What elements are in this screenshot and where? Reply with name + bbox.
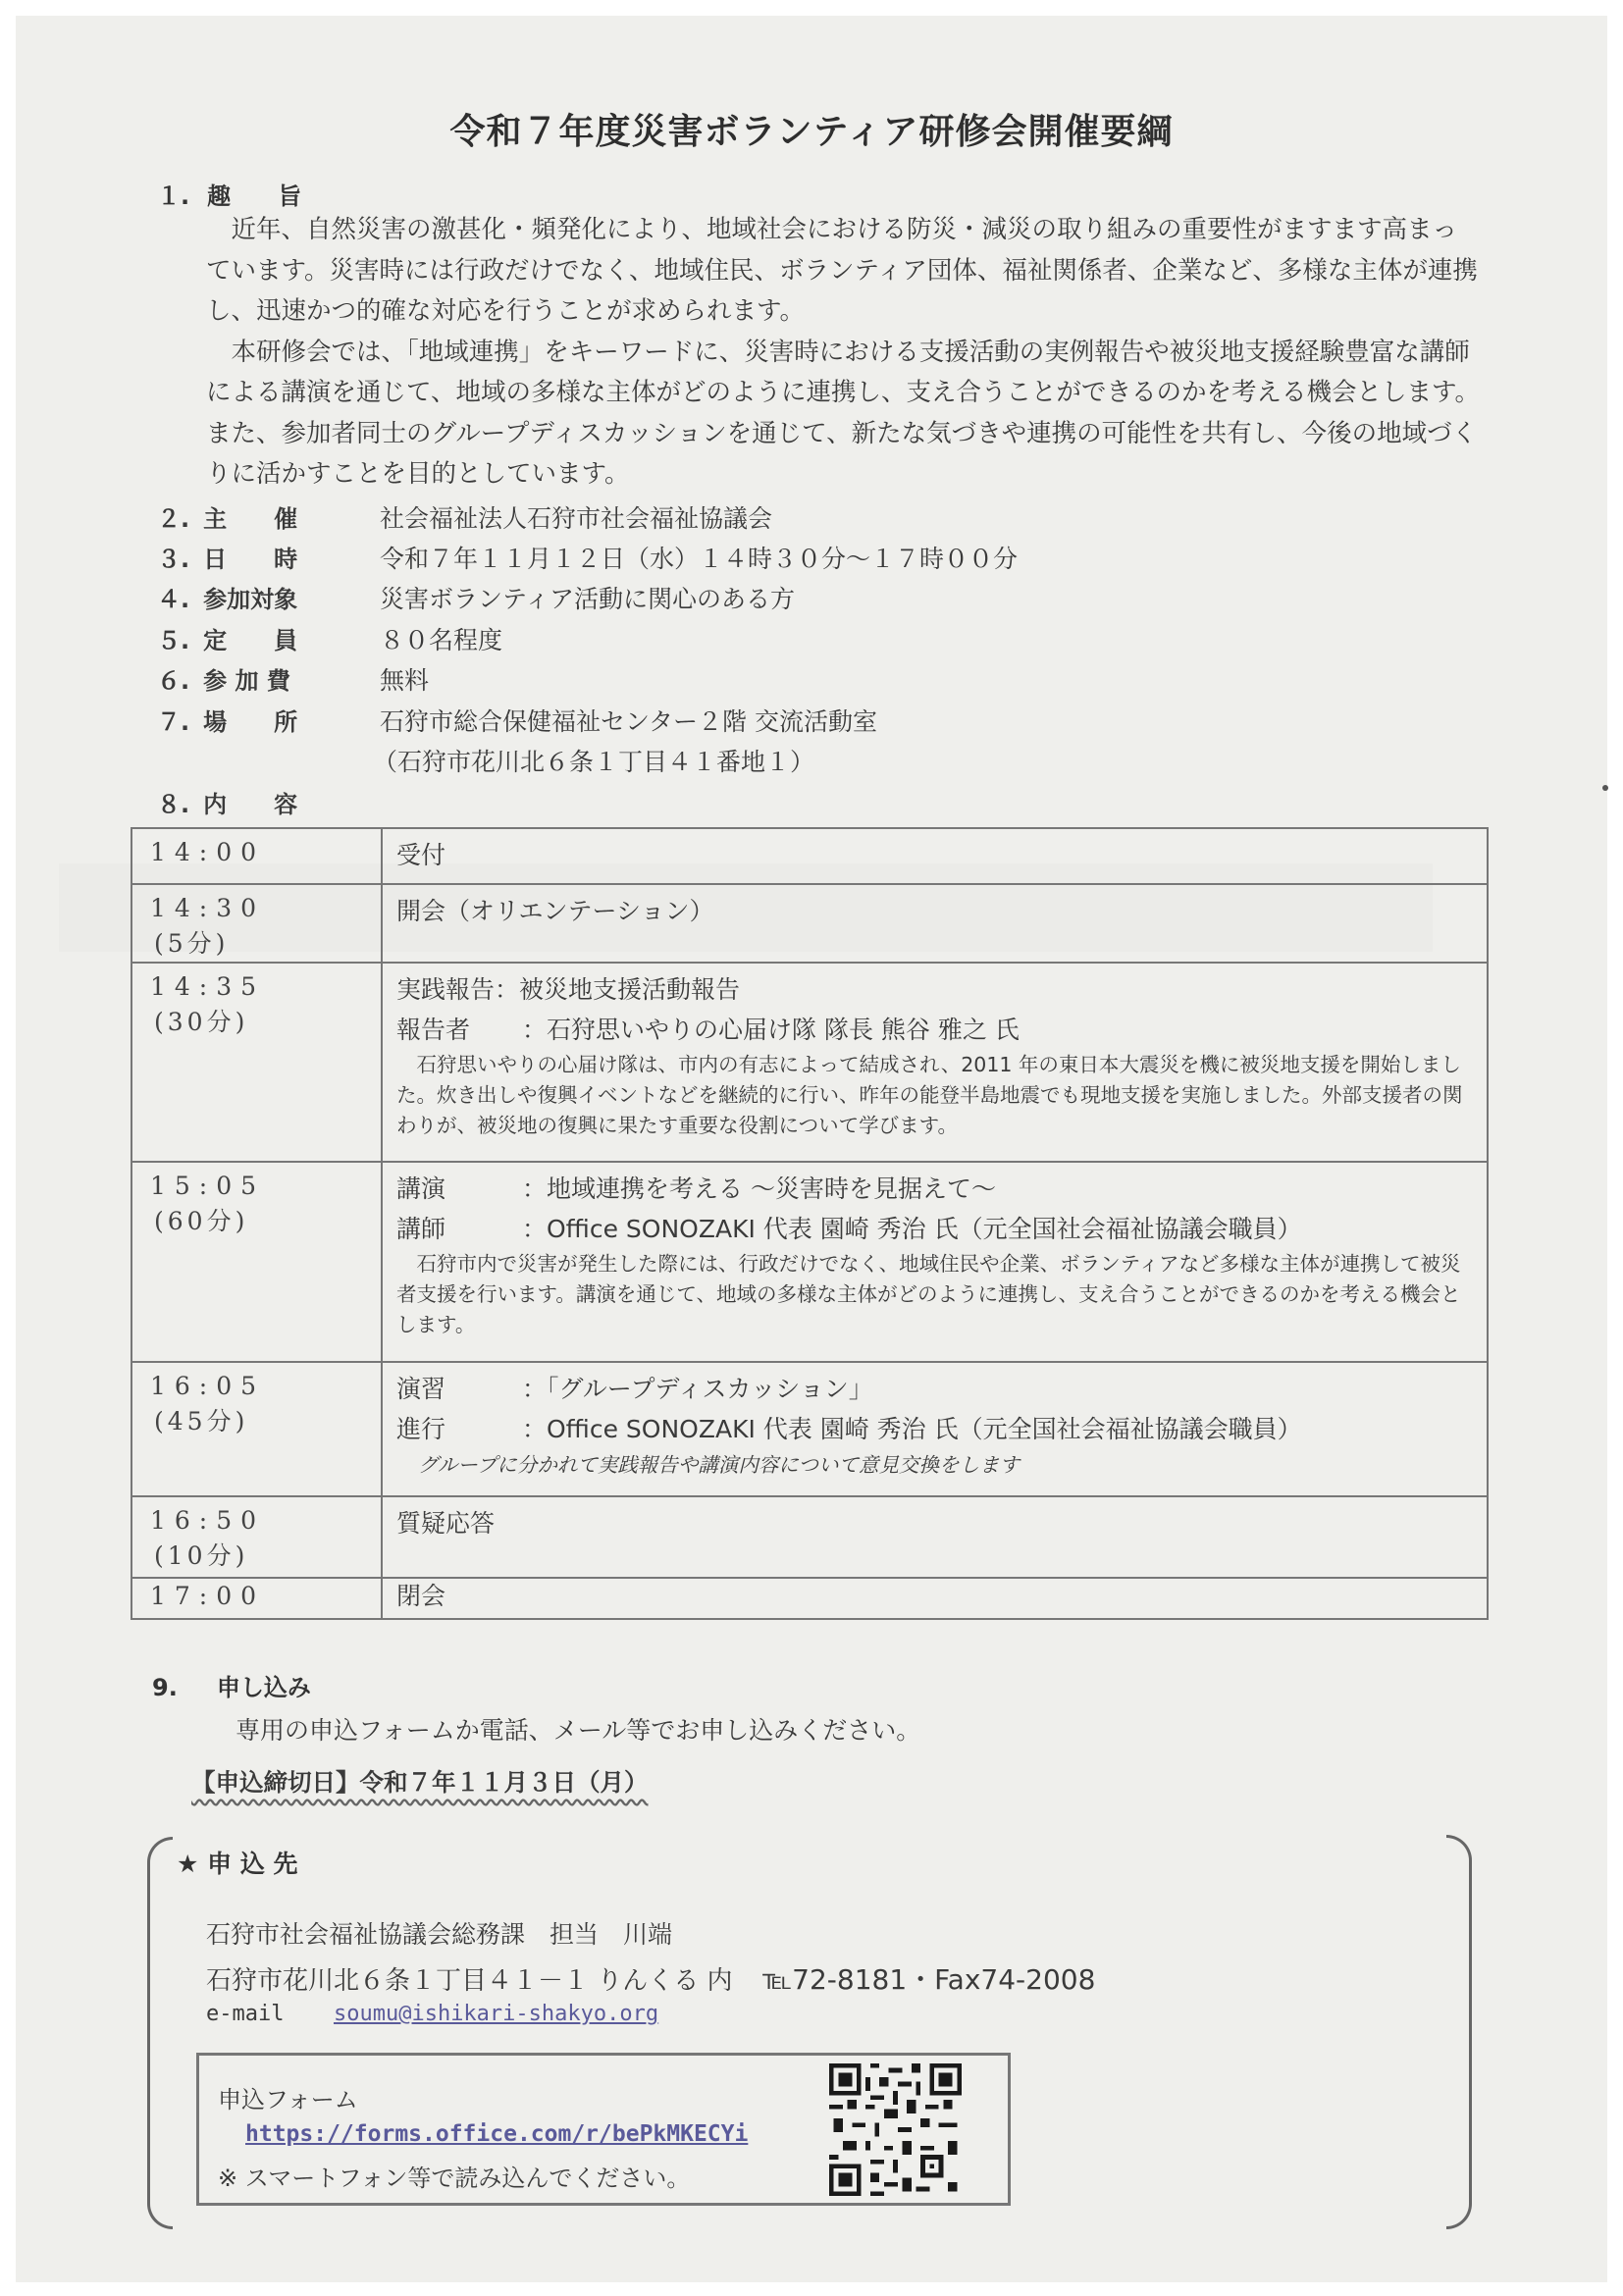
description-text: 石狩市内で災害が発生した際には、行政だけでなく、地域住民や企業、ボランティアなど多様な主体が連携して被災者支援を行います。講演を通じて、地域の多様な主体がどのように連携し、支え合うことができるのかを考える機会とします。	[396, 1252, 1461, 1336]
schedule-person: ：Office SONOZAKI 代表 園崎 秀治 氏（元全国社会福祉協議会職員）	[522, 1215, 1302, 1243]
schedule-time-cell	[131, 1162, 382, 1362]
schedule-duration: (45分)	[154, 1407, 249, 1435]
section-label: 趣 旨	[207, 183, 302, 210]
item-target-value: 災害ボランティア活動に関心のある方	[380, 585, 796, 613]
schedule-title: ：「グループディスカッション」	[522, 1375, 873, 1403]
schedule-time: 14:30	[150, 894, 266, 922]
schedule-title: 閉会	[396, 1582, 446, 1610]
form-label: 申込フォーム	[218, 2086, 358, 2113]
schedule-row	[131, 963, 1488, 1162]
schedule-body-cell	[382, 1362, 1488, 1496]
email-label: e-mail	[206, 2002, 285, 2026]
schedule-person-label: 進行	[396, 1415, 446, 1443]
item-number: ８.	[157, 791, 190, 818]
schedule-duration: (60分)	[154, 1207, 249, 1235]
schedule-time-cell	[131, 828, 382, 884]
schedule-title: 質疑応答	[396, 1509, 496, 1538]
item-label: 内 容	[203, 791, 298, 818]
section-purpose-heading	[157, 177, 301, 211]
bracket-left	[147, 1837, 173, 2229]
section-number: 9.	[152, 1674, 178, 1701]
email-link[interactable]: soumu@ishikari-shakyo.org	[333, 2002, 659, 2026]
item-datetime-value: 令和７年１１月１２日（水）１４時３０分～１７時００分	[380, 545, 1019, 573]
item-label: 定 員	[203, 627, 298, 654]
item-venue-label	[157, 703, 373, 737]
schedule-time: 15:05	[150, 1172, 266, 1200]
schedule-time: 14:35	[150, 972, 266, 1001]
contact-address: 石狩市花川北６条１丁目４１－１ りんくる 内	[206, 1966, 733, 1996]
item-organizer-value: 社会福祉法人石狩市社会福祉協議会	[380, 504, 773, 533]
schedule-row	[131, 828, 1488, 884]
schedule-duration: (5分)	[154, 929, 230, 958]
section-content-heading	[157, 785, 373, 819]
purpose-paragraph-1: 近年、自然災害の激甚化・頻発化により、地域社会における防災・減災の取り組みの重要性がますます高まっています。災害時には行政だけでなく、地域住民、ボランティア団体、福祉関係者、企業など、多様な主体が連携し、迅速かつ的確な対応を行うことが求められます。	[206, 215, 1478, 326]
item-number: ５.	[157, 627, 190, 654]
item-number: ３.	[157, 546, 190, 573]
form-note: ※ スマートフォン等で読み込んでください。	[218, 2165, 691, 2192]
item-label: 主 催	[203, 505, 298, 533]
schedule-title: ：地域連携を考える ～災害時を見据えて～	[522, 1174, 996, 1203]
description-text: 石狩思いやりの心届け隊は、市内の有志によって結成され、2011 年の東日本大震災を機に被災地支援を開始しました。炊き出しや復興イベントなどを継続的に行い、昨年の能登半島地震でも現地支援を実施しました。外部支援者の関わりが、被災地の復興に果たす重要な役割について学びます。	[396, 1053, 1463, 1137]
schedule-time: 16:05	[150, 1372, 266, 1400]
qr-code-icon[interactable]	[829, 2063, 962, 2196]
schedule-time-cell	[131, 963, 382, 1162]
schedule-row	[131, 1578, 1488, 1619]
schedule-body-cell	[382, 1578, 1488, 1619]
schedule-title-label: 演習	[396, 1375, 446, 1403]
item-label: 参 加 費	[203, 667, 290, 695]
schedule-person: ：Office SONOZAKI 代表 園崎 秀治 氏（元全国社会福祉協議会職員）	[522, 1415, 1302, 1443]
schedule-row	[131, 1496, 1488, 1578]
page-title: 令和７年度災害ボランティア研修会開催要綱	[449, 112, 1174, 152]
item-label: 場 所	[203, 708, 298, 736]
purpose-body	[206, 210, 1482, 496]
contact-phone-fax: ℡72-8181・Fax74-2008	[762, 1963, 1096, 1996]
section-number: １.	[157, 183, 190, 210]
schedule-body-cell	[382, 828, 1488, 884]
schedule-time: 14:00	[150, 838, 266, 866]
item-number: ７.	[157, 708, 190, 736]
schedule-duration: (30分)	[154, 1008, 249, 1036]
stray-dot	[1602, 785, 1608, 791]
schedule-description	[396, 1050, 1487, 1141]
item-capacity-label	[157, 621, 373, 655]
schedule-title: ：被災地支援活動報告	[495, 975, 741, 1004]
schedule-title: 開会（オリエンテーション）	[396, 897, 714, 925]
item-venue-address: （石狩市花川北６条１丁目４１番地１）	[373, 748, 815, 776]
schedule-body-cell	[382, 1162, 1488, 1362]
item-capacity-value: ８０名程度	[380, 626, 503, 654]
item-label: 参加対象	[203, 586, 298, 613]
schedule-duration: (10分)	[154, 1541, 249, 1570]
schedule-description	[396, 1249, 1487, 1340]
schedule-person-label: 講師	[396, 1215, 446, 1243]
item-organizer-label	[157, 499, 373, 534]
schedule-title: 受付	[396, 841, 446, 869]
schedule-row	[131, 884, 1488, 963]
item-datetime-label	[157, 540, 373, 574]
item-number: ２.	[157, 505, 190, 533]
item-venue-value: 石狩市総合保健福祉センター２階 交流活動室	[380, 707, 877, 736]
schedule-time-cell	[131, 1496, 382, 1578]
item-number: ６.	[157, 667, 190, 695]
schedule-time-cell	[131, 1578, 382, 1619]
schedule-person: ：石狩思いやりの心届け隊 隊長 熊谷 雅之 氏	[522, 1016, 1020, 1044]
item-label: 日 時	[203, 546, 298, 573]
bracket-right	[1446, 1835, 1472, 2229]
schedule-person-label: 報告者	[396, 1016, 471, 1044]
contact-email-line	[206, 2002, 658, 2026]
schedule-time-cell	[131, 1362, 382, 1496]
schedule-title-label: 講演	[396, 1174, 446, 1203]
schedule-title-label: 実践報告	[396, 975, 496, 1004]
schedule-body-cell	[382, 1496, 1488, 1578]
item-number: ４.	[157, 586, 190, 613]
schedule-time: 17:00	[150, 1582, 266, 1610]
schedule-row	[131, 1162, 1488, 1362]
contact-organization: 石狩市社会福祉協議会総務課 担当 川端	[206, 1920, 673, 1949]
item-target-label	[157, 580, 373, 614]
schedule-time: 16:50	[150, 1506, 266, 1535]
section-label: 申し込み	[216, 1674, 311, 1701]
schedule-note: グループに分かれて実践報告や講演内容について意見交換をします	[418, 1453, 1020, 1477]
purpose-paragraph-2: 本研修会では、「地域連携」をキーワードに、災害時における支援活動の実例報告や被災地支援経験豊富な講師による講演を通じて、地域の多様な主体がどのように連携し、支え合うことができるのかを考える機会とします。また、参加者同士のグループディスカッションを通じて、新たな気づきや連携の可能性を共有し、今後の地域づくりに活かすことを目的としています。	[206, 337, 1480, 489]
item-fee-value: 無料	[380, 666, 430, 695]
application-instructions: 専用の申込フォームか電話、メール等でお申し込みください。	[236, 1716, 921, 1745]
contact-address-line	[206, 1958, 1095, 1998]
schedule-body-cell	[382, 884, 1488, 963]
application-deadline: 【申込締切日】令和７年１１月３日（月）	[191, 1768, 649, 1797]
section-application-heading	[152, 1668, 311, 1702]
contact-heading: ★ 申 込 先	[177, 1850, 298, 1878]
item-fee-label	[157, 661, 373, 696]
form-url-link[interactable]: https://forms.office.com/r/bePkMKECYi	[245, 2121, 749, 2147]
schedule-time-cell	[131, 884, 382, 963]
schedule-row	[131, 1362, 1488, 1496]
schedule-table	[131, 827, 1489, 1620]
schedule-body-cell	[382, 963, 1488, 1162]
